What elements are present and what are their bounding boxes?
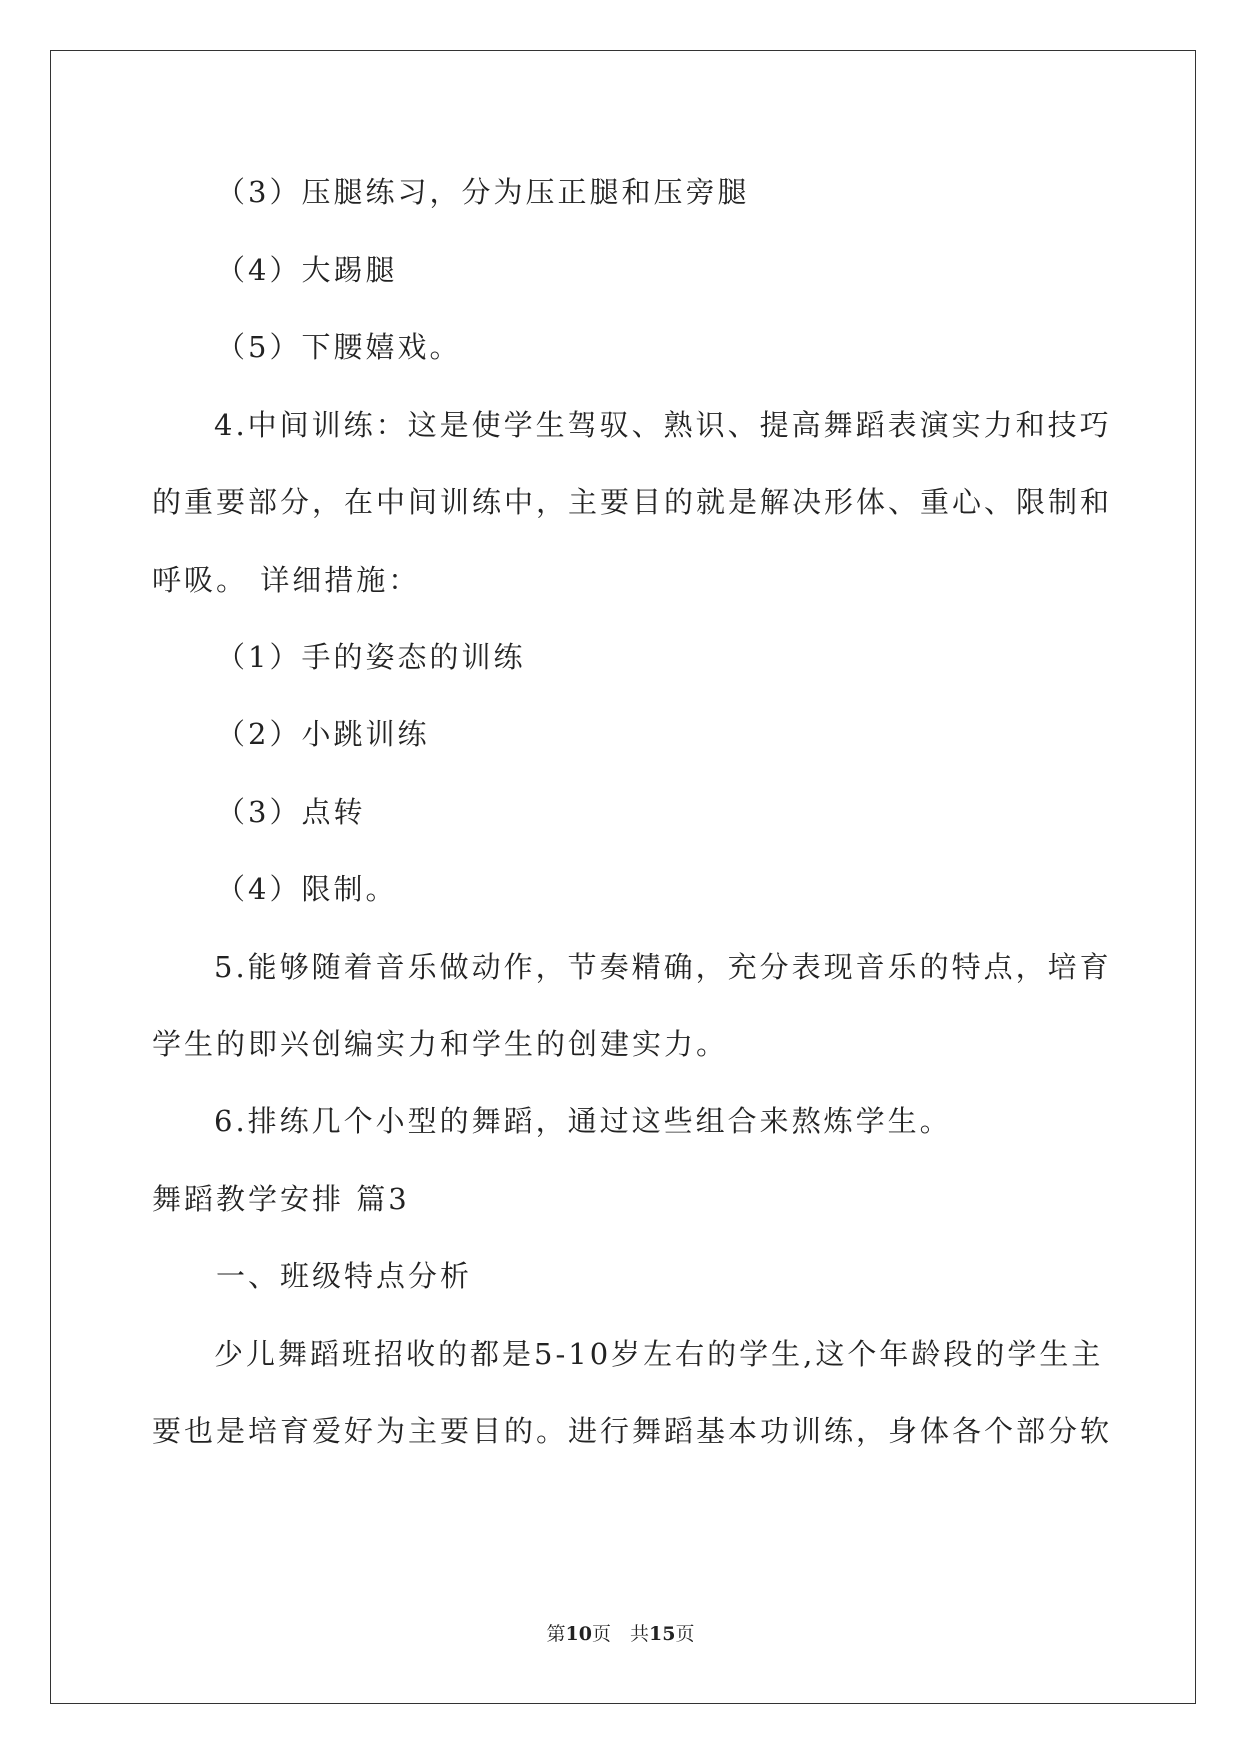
list-item-small-jump: （2）小跳训练: [216, 717, 430, 751]
section-heading-part3: 舞蹈教学安排 篇3: [152, 1182, 410, 1216]
footer-total-pages: 15: [649, 1623, 676, 1645]
subheading-class-analysis: 一、班级特点分析: [216, 1259, 473, 1293]
list-item-press-leg: （3）压腿练习，分为压正腿和压旁腿: [216, 175, 750, 209]
paragraph-music-line1: 5.能够随着音乐做动作，节奏精确，充分表现音乐的特点，培育: [214, 950, 1112, 984]
footer-prefix: 第: [546, 1623, 566, 1645]
paragraph-middle-training-line1: 4.中间训练：这是使学生驾驭、熟识、提高舞蹈表演实力和技巧: [214, 408, 1112, 442]
paragraph-middle-training-line3: 呼吸。 详细措施：: [152, 563, 421, 597]
paragraph-rehearse: 6.排练几个小型的舞蹈，通过这些组合来熬炼学生。: [214, 1104, 952, 1138]
list-item-spin: （3）点转: [216, 795, 366, 829]
paragraph-middle-training-line2: 的重要部分，在中间训练中，主要目的就是解决形体、重心、限制和: [152, 485, 1113, 519]
page-footer: [0, 1622, 1241, 1646]
footer-suffix: 页: [675, 1623, 695, 1645]
list-item-hand-posture: （1）手的姿态的训练: [216, 640, 526, 674]
list-item-big-kick: （4）大踢腿: [216, 253, 398, 287]
footer-current-page: 10: [565, 1623, 592, 1645]
footer-mid: 页 共: [591, 1623, 649, 1645]
paragraph-analysis-line2: 要也是培育爱好为主要目的。进行舞蹈基本功训练，身体各个部分软: [152, 1414, 1113, 1448]
paragraph-music-line2: 学生的即兴创编实力和学生的创建实力。: [152, 1027, 729, 1061]
list-item-control: （4）限制。: [216, 872, 398, 906]
paragraph-analysis-line1: 少儿舞蹈班招收的都是5-10岁左右的学生,这个年龄段的学生主: [214, 1337, 1104, 1371]
list-item-backbend: （5）下腰嬉戏。: [216, 330, 462, 364]
